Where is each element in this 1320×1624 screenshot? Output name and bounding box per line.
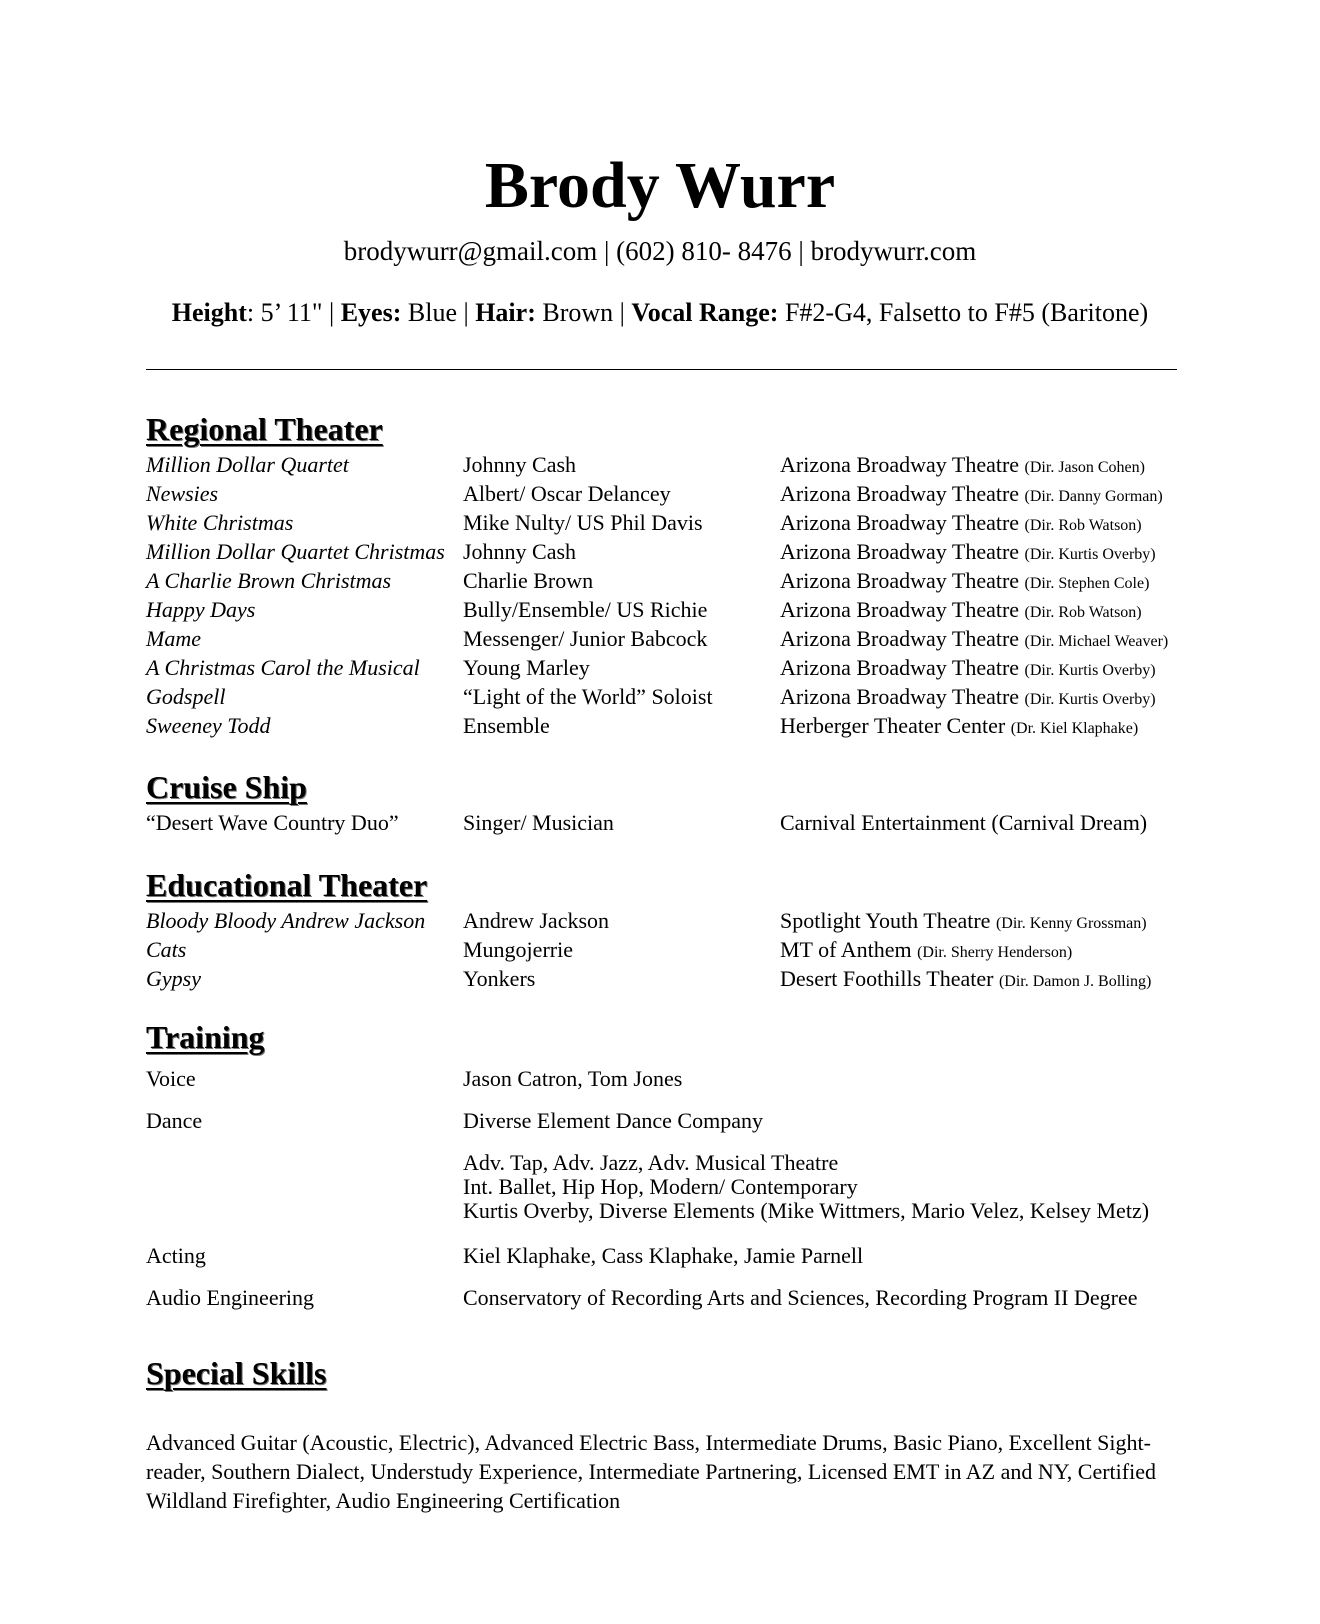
separator: | [791, 236, 811, 266]
venue-cell [780, 479, 1163, 511]
role: Ensemble [463, 713, 550, 738]
venue: Carnival Entertainment (Carnival Dream) [780, 810, 1148, 835]
venue-cell [780, 906, 1147, 938]
venue: Arizona Broadway Theatre [780, 684, 1020, 709]
contact-line [0, 234, 1320, 268]
show-title: Million Dollar Quartet [146, 452, 349, 477]
role: Messenger/ Junior Babcock [463, 626, 708, 651]
training-row-audio [146, 1285, 1186, 1314]
venue-cell [780, 711, 1138, 743]
credit-row [146, 906, 1186, 935]
training-detail: Int. Ballet, Hip Hop, Modern/ Contemporary [463, 1174, 858, 1199]
venue-cell [780, 595, 1142, 627]
role: “Light of the World” Soloist [463, 684, 713, 709]
director: (Dir. Kurtis Overby) [1024, 546, 1156, 563]
director: (Dir. Kurtis Overby) [1024, 662, 1156, 679]
section-heading: Special Skills [146, 1355, 327, 1391]
credit-row [146, 595, 1186, 624]
venue: Arizona Broadway Theatre [780, 510, 1020, 535]
role: Andrew Jackson [463, 908, 610, 933]
director: (Dir. Sherry Henderson) [917, 944, 1073, 961]
venue-cell [780, 450, 1145, 482]
show-title: Bloody Bloody Andrew Jackson [146, 908, 426, 933]
training-detail: Adv. Tap, Adv. Jazz, Adv. Musical Theatre [463, 1150, 839, 1175]
training-value: Conservatory of Recording Arts and Sciences, Recording Program II Degree [463, 1285, 1138, 1310]
section-educational-theater [146, 866, 1186, 993]
training-value: Kiel Klaphake, Cass Klaphake, Jamie Parnell [463, 1243, 864, 1268]
venue: Desert Foothills Theater [780, 966, 994, 991]
role: Johnny Cash [463, 452, 577, 477]
venue: Arizona Broadway Theatre [780, 481, 1020, 506]
section-training [146, 1018, 1186, 1318]
venue: Arizona Broadway Theatre [780, 568, 1020, 593]
credit-row [146, 682, 1186, 711]
vocal-value: F#2-G4, Falsetto to F#5 (Baritone) [778, 298, 1149, 327]
training-label: Voice [146, 1066, 196, 1091]
director: (Dr. Kiel Klaphake) [1010, 720, 1139, 737]
website: brodywurr.com [810, 236, 977, 266]
venue: Arizona Broadway Theatre [780, 452, 1020, 477]
role: Charlie Brown [463, 568, 594, 593]
training-label: Audio Engineering [146, 1285, 315, 1310]
credit-row [146, 508, 1186, 537]
show-title: A Christmas Carol the Musical [146, 655, 420, 680]
training-row-dance-details [146, 1150, 1186, 1225]
training-row-dance [146, 1108, 1186, 1137]
role: Young Marley [463, 655, 590, 680]
vocal-label: Vocal Range: [631, 298, 779, 327]
credit-row [146, 808, 1186, 837]
venue-cell [780, 682, 1156, 714]
role: Singer/ Musician [463, 810, 614, 835]
role: Mike Nulty/ US Phil Davis [463, 510, 703, 535]
venue-cell [780, 537, 1156, 569]
training-value: Diverse Element Dance Company [463, 1108, 763, 1133]
show-title: Godspell [146, 684, 226, 709]
venue: Herberger Theater Center [780, 713, 1006, 738]
venue-cell [780, 624, 1168, 656]
hair-label: Hair: [475, 298, 536, 327]
director: (Dir. Rob Watson) [1024, 517, 1142, 534]
special-skills-text: Advanced Guitar (Acoustic, Electric), Advanced Electric Bass, Intermediate Drums, Basic Piano, Excellent Sight-reader, Southern Dialect, Understudy Experience, Intermediate Partnering, Licensed EMT in AZ and NY, Certified Wildland Firefighter, Audio Engineering Certification [146, 1430, 1156, 1513]
venue: Arizona Broadway Theatre [780, 626, 1020, 651]
show-title: Sweeney Todd [146, 713, 271, 738]
show-title: Million Dollar Quartet Christmas [146, 539, 445, 564]
hair-value: Brown [535, 298, 614, 327]
venue: Arizona Broadway Theatre [780, 597, 1020, 622]
section-cruise-ship [146, 768, 1186, 837]
section-regional-theater [146, 410, 1186, 740]
venue: Spotlight Youth Theatre [780, 908, 991, 933]
credit-row [146, 566, 1186, 595]
role: Johnny Cash [463, 539, 577, 564]
section-heading: Training [146, 1019, 265, 1055]
eyes-value: Blue [401, 298, 457, 327]
credits-table [146, 450, 1186, 740]
credit-row [146, 479, 1186, 508]
email: brodywurr@gmail.com [343, 236, 598, 266]
director: (Dir. Kenny Grossman) [995, 915, 1147, 932]
venue: Arizona Broadway Theatre [780, 539, 1020, 564]
director: (Dir. Michael Weaver) [1024, 633, 1169, 650]
show-title: Mame [146, 626, 201, 651]
section-heading: Cruise Ship [146, 769, 307, 805]
show-title: “Desert Wave Country Duo” [146, 810, 399, 835]
director: (Dir. Danny Gorman) [1024, 488, 1163, 505]
director: (Dir. Rob Watson) [1024, 604, 1142, 621]
training-row-voice [146, 1066, 1186, 1095]
director: (Dir. Jason Cohen) [1024, 459, 1145, 476]
training-value: Jason Catron, Tom Jones [463, 1066, 683, 1091]
section-heading: Regional Theater [146, 411, 383, 447]
venue-cell [780, 508, 1142, 540]
role: Yonkers [463, 966, 536, 991]
role: Bully/Ensemble/ US Richie [463, 597, 708, 622]
role: Albert/ Oscar Delancey [463, 481, 671, 506]
show-title: Cats [146, 937, 187, 962]
director: (Dir. Damon J. Bolling) [998, 973, 1152, 990]
resume-name: Brody Wurr [484, 149, 836, 222]
credit-row [146, 964, 1186, 993]
show-title: Gypsy [146, 966, 201, 991]
training-detail: Kurtis Overby, Diverse Elements (Mike Wittmers, Mario Velez, Kelsey Metz) [463, 1198, 1150, 1223]
venue-cell [780, 566, 1149, 598]
show-title: White Christmas [146, 510, 294, 535]
venue-cell [780, 653, 1156, 685]
separator: | [322, 298, 341, 327]
director: (Dir. Kurtis Overby) [1024, 691, 1156, 708]
role: Mungojerrie [463, 937, 573, 962]
section-special-skills [146, 1354, 1186, 1394]
training-label: Dance [146, 1108, 203, 1133]
show-title: Newsies [146, 481, 219, 506]
venue: MT of Anthem [780, 937, 912, 962]
phone: (602) 810- 8476 [616, 236, 792, 266]
credits-table [146, 906, 1186, 993]
eyes-label: Eyes: [340, 298, 402, 327]
show-title: Happy Days [146, 597, 256, 622]
director: (Dir. Stephen Cole) [1024, 575, 1150, 592]
credit-row [146, 711, 1186, 740]
credit-row [146, 653, 1186, 682]
height-label: Height [171, 298, 247, 327]
training-label: Acting [146, 1243, 206, 1268]
venue: Arizona Broadway Theatre [780, 655, 1020, 680]
separator: | [597, 236, 617, 266]
divider [146, 369, 1177, 370]
height-value: : 5’ 11" [246, 298, 323, 327]
show-title: A Charlie Brown Christmas [146, 568, 392, 593]
venue-cell [780, 964, 1151, 996]
credit-row [146, 537, 1186, 566]
credit-row [146, 624, 1186, 653]
physical-stats [0, 296, 1320, 330]
separator: | [613, 298, 632, 327]
training-row-acting [146, 1243, 1186, 1272]
credit-row [146, 935, 1186, 964]
section-heading: Educational Theater [146, 867, 428, 903]
credit-row [146, 450, 1186, 479]
separator: | [456, 298, 476, 327]
venue-cell [780, 935, 1072, 967]
